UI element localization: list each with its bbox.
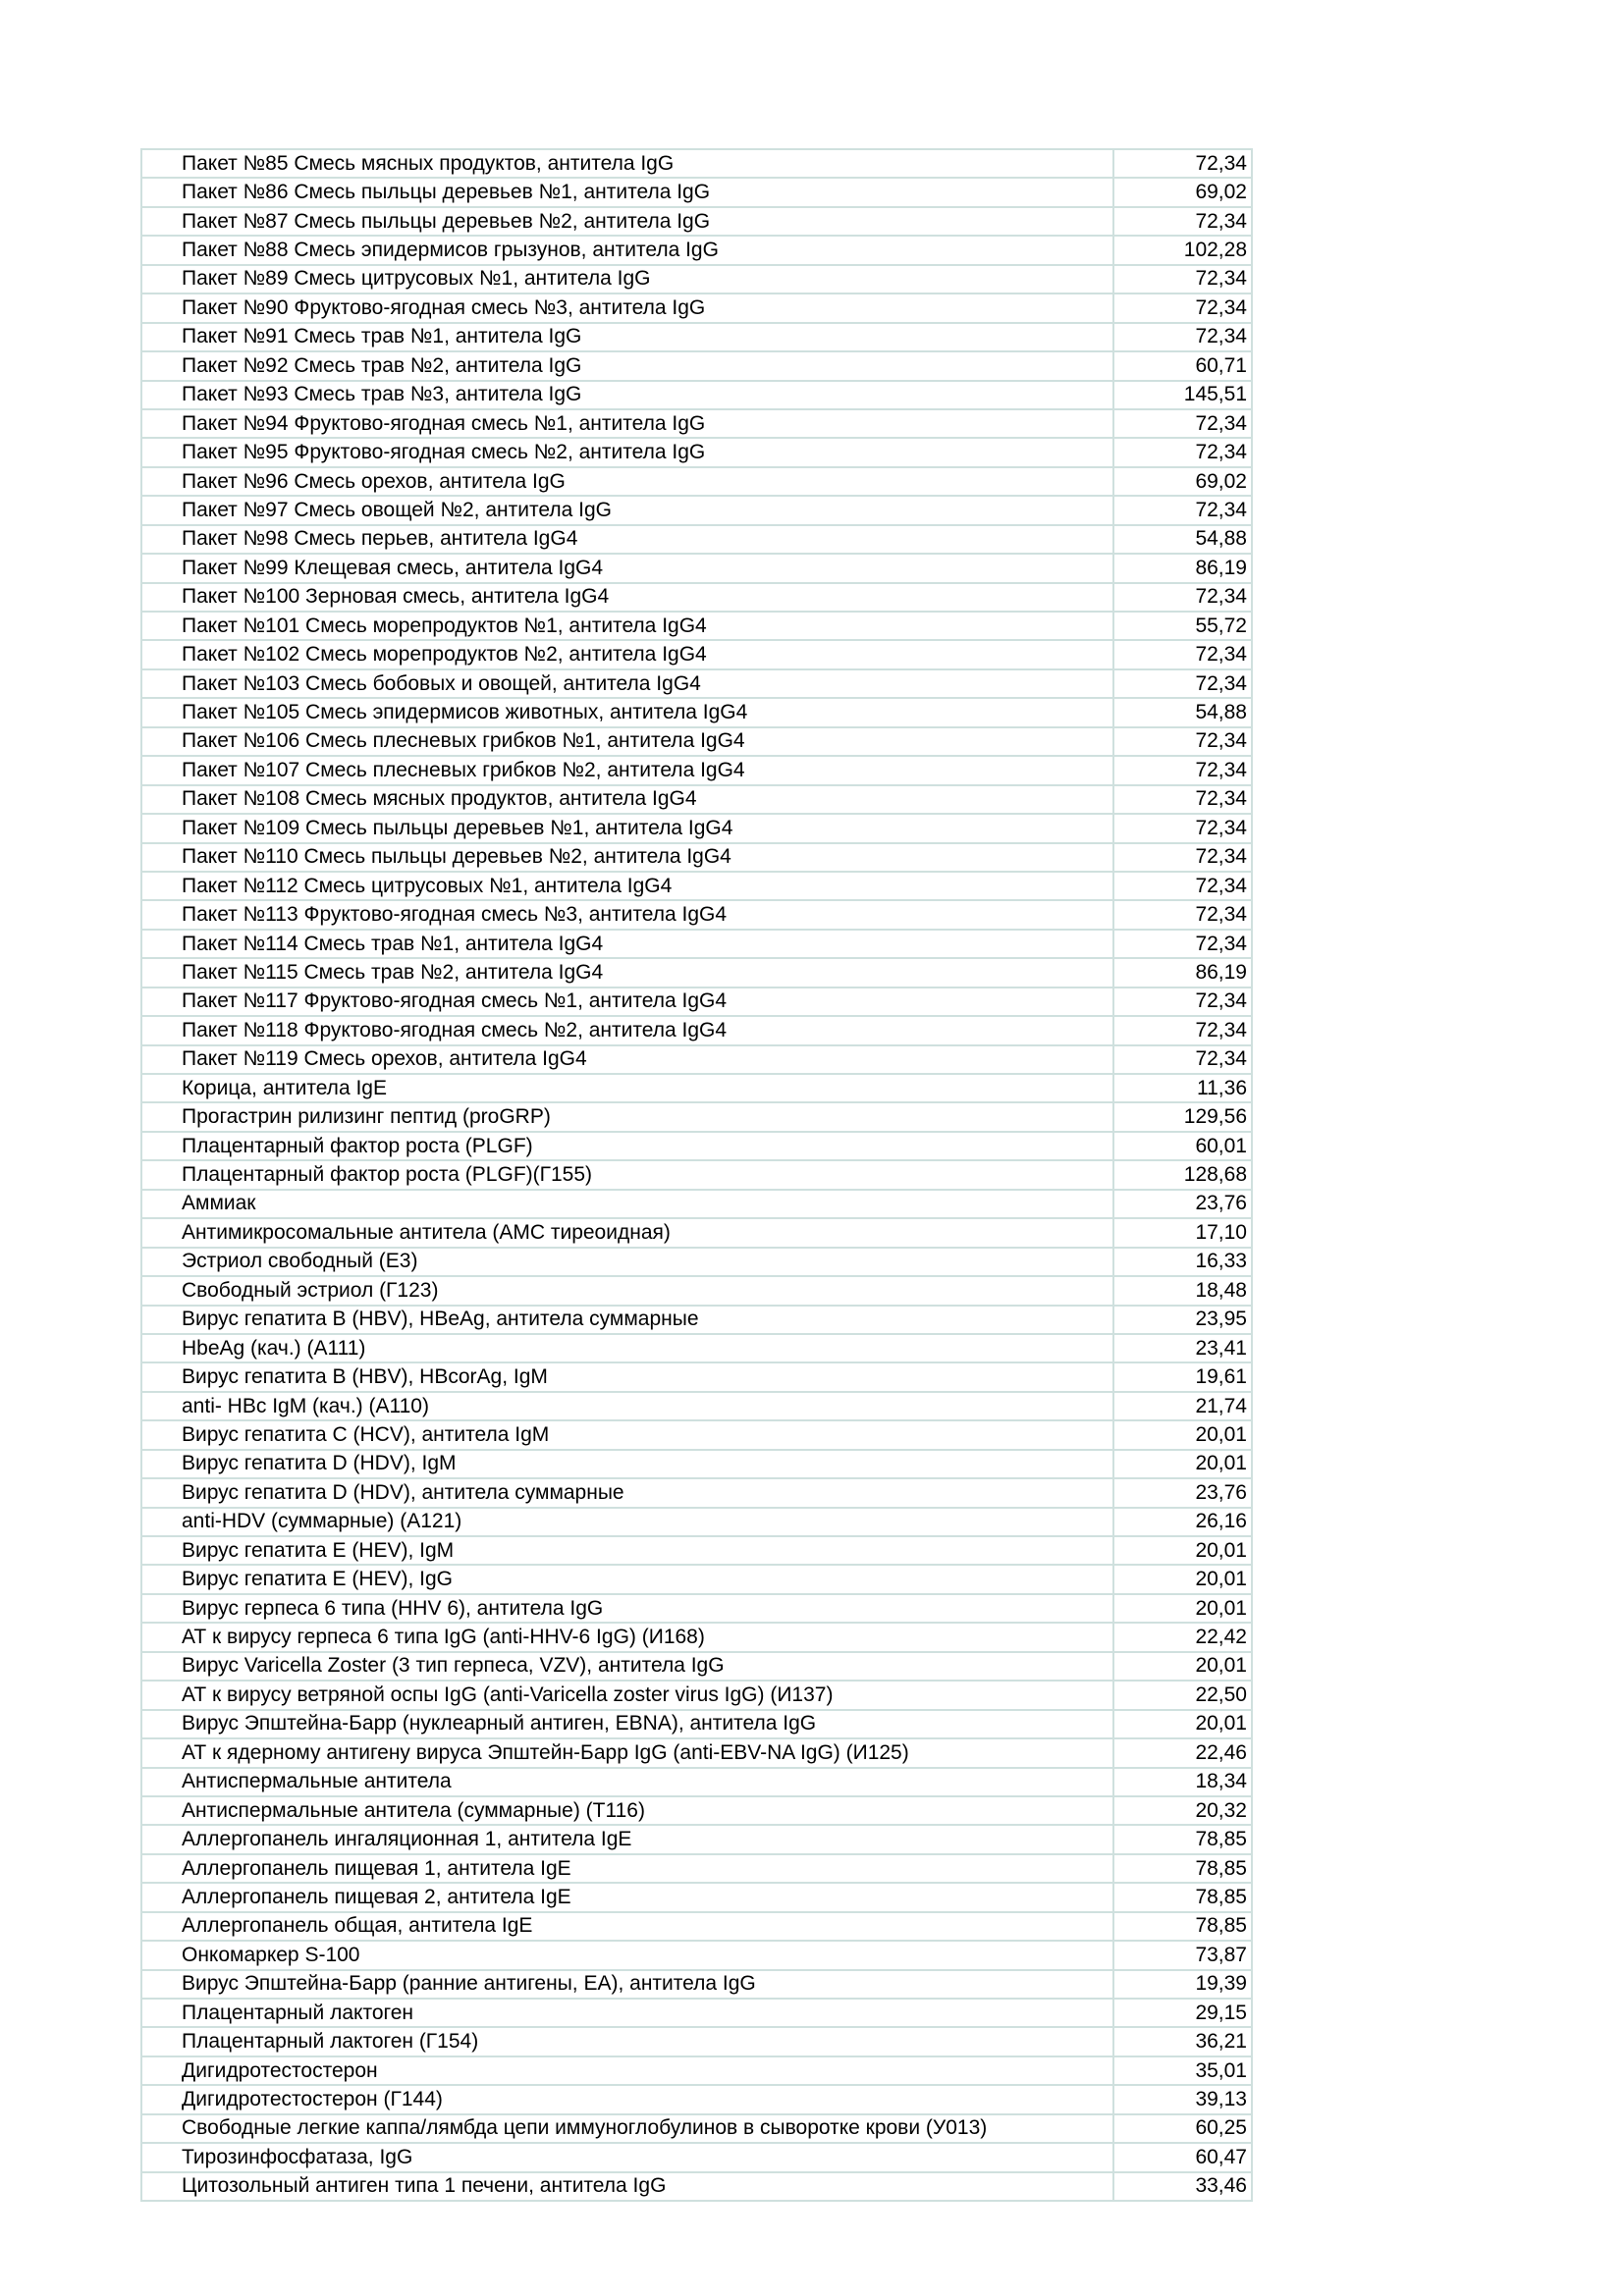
- table-row: [141, 554, 1252, 582]
- test-name-cell: Пакет №87 Смесь пыльцы деревьев №2, антитела IgG: [141, 207, 1113, 236]
- price-cell: 72,34: [1113, 496, 1252, 524]
- table-row: [141, 1536, 1252, 1565]
- price-cell: 69,02: [1113, 467, 1252, 496]
- table-row: [141, 900, 1252, 929]
- test-name-cell: Вирус Эпштейна-Барр (ранние антигены, ЕА), антитела IgG: [141, 1970, 1113, 1999]
- test-name-cell: Плацентарный фактор роста (PLGF)(Г155): [141, 1160, 1113, 1189]
- test-name-cell: Аллергопанель ингаляционная 1, антитела IgE: [141, 1825, 1113, 1853]
- price-cell: 78,85: [1113, 1883, 1252, 1911]
- price-table-body: [141, 149, 1252, 2201]
- price-cell: 18,34: [1113, 1768, 1252, 1796]
- test-name-cell: Пакет №112 Смесь цитрусовых №1, антитела IgG4: [141, 872, 1113, 900]
- table-row: [141, 1825, 1252, 1853]
- test-name-cell: Антимикросомальные антитела (АМС тиреоидная): [141, 1218, 1113, 1247]
- price-cell: 22,46: [1113, 1738, 1252, 1767]
- price-cell: 78,85: [1113, 1825, 1252, 1853]
- table-row: [141, 2172, 1252, 2201]
- test-name-cell: Свободный эстриол (Г123): [141, 1276, 1113, 1305]
- test-name-cell: Вирус гепатита E (HEV), IgG: [141, 1565, 1113, 1593]
- price-cell: 72,34: [1113, 1045, 1252, 1074]
- test-name-cell: Пакет №96 Смесь орехов, антитела IgG: [141, 467, 1113, 496]
- price-cell: 54,88: [1113, 698, 1252, 726]
- table-row: [141, 323, 1252, 351]
- price-cell: 33,46: [1113, 2172, 1252, 2201]
- table-row: [141, 1999, 1252, 2027]
- test-name-cell: Аллергопанель общая, антитела IgE: [141, 1912, 1113, 1941]
- table-row: [141, 1854, 1252, 1883]
- test-name-cell: АТ к вирусу ветряной оспы IgG (anti-Varicella zoster virus IgG) (И137): [141, 1681, 1113, 1709]
- price-cell: 72,34: [1113, 988, 1252, 1016]
- price-cell: 72,34: [1113, 640, 1252, 668]
- table-row: [141, 1970, 1252, 1999]
- test-name-cell: Пакет №107 Смесь плесневых грибков №2, антитела IgG4: [141, 756, 1113, 784]
- test-name-cell: Тирозинфосфатаза, IgG: [141, 2143, 1113, 2171]
- table-row: [141, 1478, 1252, 1507]
- table-row: [141, 1016, 1252, 1044]
- test-name-cell: Прогастрин рилизинг пептид (proGRP): [141, 1102, 1113, 1131]
- table-row: [141, 1594, 1252, 1623]
- test-name-cell: Пакет №117 Фруктово-ягодная смесь №1, антитела IgG4: [141, 988, 1113, 1016]
- test-name-cell: Дигидротестостерон (Г144): [141, 2085, 1113, 2113]
- price-cell: 102,28: [1113, 236, 1252, 264]
- table-row: [141, 1738, 1252, 1767]
- price-cell: 72,34: [1113, 438, 1252, 466]
- price-cell: 69,02: [1113, 178, 1252, 206]
- table-row: [141, 2056, 1252, 2085]
- price-cell: 54,88: [1113, 525, 1252, 554]
- price-cell: 72,34: [1113, 149, 1252, 178]
- test-name-cell: Пакет №97 Смесь овощей №2, антитела IgG: [141, 496, 1113, 524]
- test-name-cell: Пакет №95 Фруктово-ягодная смесь №2, антитела IgG: [141, 438, 1113, 466]
- test-name-cell: Аллергопанель пищевая 2, антитела IgE: [141, 1883, 1113, 1911]
- test-name-cell: Пакет №89 Смесь цитрусовых №1, антитела IgG: [141, 265, 1113, 294]
- test-name-cell: Вирус гепатита B (HBV), HBcorAg, IgM: [141, 1362, 1113, 1391]
- price-cell: 35,01: [1113, 2056, 1252, 2085]
- price-cell: 16,33: [1113, 1248, 1252, 1276]
- table-row: [141, 698, 1252, 726]
- price-cell: 55,72: [1113, 612, 1252, 640]
- table-row: [141, 988, 1252, 1016]
- table-row: [141, 1508, 1252, 1536]
- price-cell: 60,01: [1113, 1132, 1252, 1160]
- test-name-cell: Пакет №90 Фруктово-ягодная смесь №3, антитела IgG: [141, 294, 1113, 322]
- table-row: [141, 1074, 1252, 1102]
- price-cell: 26,16: [1113, 1508, 1252, 1536]
- table-row: [141, 1883, 1252, 1911]
- table-row: [141, 1248, 1252, 1276]
- test-name-cell: Корица, антитела IgE: [141, 1074, 1113, 1102]
- test-name-cell: Антиспермальные антитела: [141, 1768, 1113, 1796]
- price-cell: 22,50: [1113, 1681, 1252, 1709]
- test-name-cell: Плацентарный фактор роста (PLGF): [141, 1132, 1113, 1160]
- price-cell: 72,34: [1113, 930, 1252, 958]
- price-cell: 20,01: [1113, 1710, 1252, 1738]
- table-row: [141, 1450, 1252, 1478]
- table-row: [141, 294, 1252, 322]
- table-row: [141, 2114, 1252, 2143]
- price-cell: 19,61: [1113, 1362, 1252, 1391]
- test-name-cell: Пакет №109 Смесь пыльцы деревьев №1, антитела IgG4: [141, 814, 1113, 842]
- price-cell: 23,76: [1113, 1478, 1252, 1507]
- table-row: [141, 583, 1252, 612]
- price-cell: 17,10: [1113, 1218, 1252, 1247]
- table-row: [141, 930, 1252, 958]
- test-name-cell: Пакет №119 Смесь орехов, антитела IgG4: [141, 1045, 1113, 1074]
- price-cell: 78,85: [1113, 1912, 1252, 1941]
- table-row: [141, 178, 1252, 206]
- price-cell: 20,01: [1113, 1652, 1252, 1681]
- price-cell: 20,01: [1113, 1565, 1252, 1593]
- table-row: [141, 149, 1252, 178]
- price-cell: 72,34: [1113, 1016, 1252, 1044]
- test-name-cell: Пакет №98 Смесь перьев, антитела IgG4: [141, 525, 1113, 554]
- table-row: [141, 1912, 1252, 1941]
- table-row: [141, 1392, 1252, 1420]
- test-name-cell: Вирус гепатита D (HDV), антитела суммарные: [141, 1478, 1113, 1507]
- test-name-cell: Пакет №106 Смесь плесневых грибков №1, антитела IgG4: [141, 727, 1113, 756]
- price-cell: 60,47: [1113, 2143, 1252, 2171]
- table-row: [141, 1190, 1252, 1218]
- table-row: [141, 467, 1252, 496]
- test-name-cell: Вирус герпеса 6 типа (HHV 6), антитела IgG: [141, 1594, 1113, 1623]
- test-name-cell: Вирус Varicella Zoster (3 тип герпеса, VZV), антитела IgG: [141, 1652, 1113, 1681]
- price-cell: 60,25: [1113, 2114, 1252, 2143]
- price-cell: 20,01: [1113, 1420, 1252, 1449]
- table-row: [141, 1160, 1252, 1189]
- price-cell: 72,34: [1113, 294, 1252, 322]
- table-row: [141, 872, 1252, 900]
- table-row: [141, 381, 1252, 409]
- table-row: [141, 756, 1252, 784]
- test-name-cell: Пакет №86 Смесь пыльцы деревьев №1, антитела IgG: [141, 178, 1113, 206]
- test-name-cell: Пакет №103 Смесь бобовых и овощей, антитела IgG4: [141, 669, 1113, 698]
- test-name-cell: Пакет №91 Смесь трав №1, антитела IgG: [141, 323, 1113, 351]
- price-cell: 72,34: [1113, 727, 1252, 756]
- price-cell: 72,34: [1113, 872, 1252, 900]
- test-name-cell: Антиспермальные антитела (суммарные) (Т116): [141, 1796, 1113, 1825]
- test-name-cell: Свободные легкие каппа/лямбда цепи иммуноглобулинов в сыворотке крови (У013): [141, 2114, 1113, 2143]
- table-row: [141, 351, 1252, 380]
- test-name-cell: Пакет №94 Фруктово-ягодная смесь №1, антитела IgG: [141, 409, 1113, 438]
- test-name-cell: Пакет №101 Смесь морепродуктов №1, антитела IgG4: [141, 612, 1113, 640]
- price-cell: 23,41: [1113, 1334, 1252, 1362]
- test-name-cell: Пакет №108 Смесь мясных продуктов, антитела IgG4: [141, 785, 1113, 814]
- test-name-cell: Пакет №102 Смесь морепродуктов №2, антитела IgG4: [141, 640, 1113, 668]
- test-name-cell: Пакет №93 Смесь трав №3, антитела IgG: [141, 381, 1113, 409]
- table-row: [141, 785, 1252, 814]
- price-cell: 72,34: [1113, 756, 1252, 784]
- price-cell: 72,34: [1113, 323, 1252, 351]
- table-row: [141, 1652, 1252, 1681]
- price-cell: 73,87: [1113, 1941, 1252, 1969]
- test-name-cell: АТ к вирусу герпеса 6 типа IgG (anti-HHV-6 IgG) (И168): [141, 1623, 1113, 1651]
- price-cell: 86,19: [1113, 554, 1252, 582]
- test-name-cell: Пакет №100 Зерновая смесь, антитела IgG4: [141, 583, 1113, 612]
- table-row: [141, 2143, 1252, 2171]
- table-row: [141, 640, 1252, 668]
- table-row: [141, 496, 1252, 524]
- price-cell: 145,51: [1113, 381, 1252, 409]
- price-cell: 20,32: [1113, 1796, 1252, 1825]
- price-cell: 22,42: [1113, 1623, 1252, 1651]
- test-name-cell: Цитозольный антиген типа 1 печени, антитела IgG: [141, 2172, 1113, 2201]
- price-cell: 72,34: [1113, 900, 1252, 929]
- price-cell: 20,01: [1113, 1536, 1252, 1565]
- table-row: [141, 1102, 1252, 1131]
- test-name-cell: АТ к ядерному антигену вируса Эпштейн-Барр IgG (anti-EBV-NA IgG) (И125): [141, 1738, 1113, 1767]
- table-row: [141, 207, 1252, 236]
- price-cell: 129,56: [1113, 1102, 1252, 1131]
- test-name-cell: Вирус гепатита E (HEV), IgM: [141, 1536, 1113, 1565]
- table-row: [141, 1362, 1252, 1391]
- test-name-cell: Эстриол свободный (Е3): [141, 1248, 1113, 1276]
- test-name-cell: Пакет №88 Смесь эпидермисов грызунов, антитела IgG: [141, 236, 1113, 264]
- price-cell: 78,85: [1113, 1854, 1252, 1883]
- table-row: [141, 265, 1252, 294]
- table-row: [141, 727, 1252, 756]
- price-cell: 72,34: [1113, 669, 1252, 698]
- table-row: [141, 1623, 1252, 1651]
- table-row: [141, 2027, 1252, 2056]
- table-row: [141, 1306, 1252, 1334]
- test-name-cell: Дигидротестостерон: [141, 2056, 1113, 2085]
- test-name-cell: anti-HDV (суммарные) (А121): [141, 1508, 1113, 1536]
- test-name-cell: Аммиак: [141, 1190, 1113, 1218]
- test-name-cell: Пакет №85 Смесь мясных продуктов, антитела IgG: [141, 149, 1113, 178]
- price-cell: 72,34: [1113, 409, 1252, 438]
- table-row: [141, 409, 1252, 438]
- price-cell: 29,15: [1113, 1999, 1252, 2027]
- test-name-cell: Пакет №92 Смесь трав №2, антитела IgG: [141, 351, 1113, 380]
- price-cell: 23,95: [1113, 1306, 1252, 1334]
- table-row: [141, 1681, 1252, 1709]
- table-row: [141, 1710, 1252, 1738]
- table-row: [141, 1941, 1252, 1969]
- test-name-cell: Пакет №115 Смесь трав №2, антитела IgG4: [141, 958, 1113, 987]
- table-row: [141, 1768, 1252, 1796]
- table-row: [141, 1045, 1252, 1074]
- test-name-cell: Пакет №118 Фруктово-ягодная смесь №2, антитела IgG4: [141, 1016, 1113, 1044]
- table-row: [141, 843, 1252, 872]
- table-row: [141, 1132, 1252, 1160]
- price-cell: 72,34: [1113, 814, 1252, 842]
- table-row: [141, 669, 1252, 698]
- table-row: [141, 1565, 1252, 1593]
- test-name-cell: HbeAg (кач.) (А111): [141, 1334, 1113, 1362]
- price-cell: 20,01: [1113, 1450, 1252, 1478]
- price-cell: 72,34: [1113, 207, 1252, 236]
- test-name-cell: Вирус гепатита D (HDV), IgM: [141, 1450, 1113, 1478]
- price-cell: 128,68: [1113, 1160, 1252, 1189]
- test-name-cell: Вирус Эпштейна-Барр (нуклеарный антиген, EBNA), антитела IgG: [141, 1710, 1113, 1738]
- test-name-cell: Аллергопанель пищевая 1, антитела IgE: [141, 1854, 1113, 1883]
- price-cell: 39,13: [1113, 2085, 1252, 2113]
- table-row: [141, 236, 1252, 264]
- price-cell: 60,71: [1113, 351, 1252, 380]
- table-row: [141, 1276, 1252, 1305]
- table-row: [141, 525, 1252, 554]
- test-name-cell: Вирус гепатита С (HCV), антитела IgM: [141, 1420, 1113, 1449]
- price-cell: 36,21: [1113, 2027, 1252, 2056]
- table-row: [141, 612, 1252, 640]
- test-name-cell: Вирус гепатита B (HBV), HBeAg, антитела суммарные: [141, 1306, 1113, 1334]
- test-name-cell: Пакет №113 Фруктово-ягодная смесь №3, антитела IgG4: [141, 900, 1113, 929]
- table-row: [141, 2085, 1252, 2113]
- table-row: [141, 1420, 1252, 1449]
- test-name-cell: Плацентарный лактоген: [141, 1999, 1113, 2027]
- table-row: [141, 958, 1252, 987]
- test-name-cell: anti- HBc IgM (кач.) (А110): [141, 1392, 1113, 1420]
- price-cell: 72,34: [1113, 843, 1252, 872]
- price-cell: 11,36: [1113, 1074, 1252, 1102]
- price-cell: 72,34: [1113, 265, 1252, 294]
- table-row: [141, 814, 1252, 842]
- test-name-cell: Пакет №110 Смесь пыльцы деревьев №2, антитела IgG4: [141, 843, 1113, 872]
- test-name-cell: Пакет №99 Клещевая смесь, антитела IgG4: [141, 554, 1113, 582]
- table-row: [141, 438, 1252, 466]
- test-name-cell: Пакет №114 Смесь трав №1, антитела IgG4: [141, 930, 1113, 958]
- table-row: [141, 1796, 1252, 1825]
- test-name-cell: Пакет №105 Смесь эпидермисов животных, антитела IgG4: [141, 698, 1113, 726]
- test-name-cell: Плацентарный лактоген (Г154): [141, 2027, 1113, 2056]
- table-row: [141, 1334, 1252, 1362]
- table-row: [141, 1218, 1252, 1247]
- price-cell: 21,74: [1113, 1392, 1252, 1420]
- price-table: [140, 148, 1253, 2202]
- price-cell: 72,34: [1113, 785, 1252, 814]
- price-cell: 20,01: [1113, 1594, 1252, 1623]
- price-cell: 18,48: [1113, 1276, 1252, 1305]
- test-name-cell: Онкомаркер S-100: [141, 1941, 1113, 1969]
- price-cell: 19,39: [1113, 1970, 1252, 1999]
- price-cell: 72,34: [1113, 583, 1252, 612]
- price-cell: 86,19: [1113, 958, 1252, 987]
- price-cell: 23,76: [1113, 1190, 1252, 1218]
